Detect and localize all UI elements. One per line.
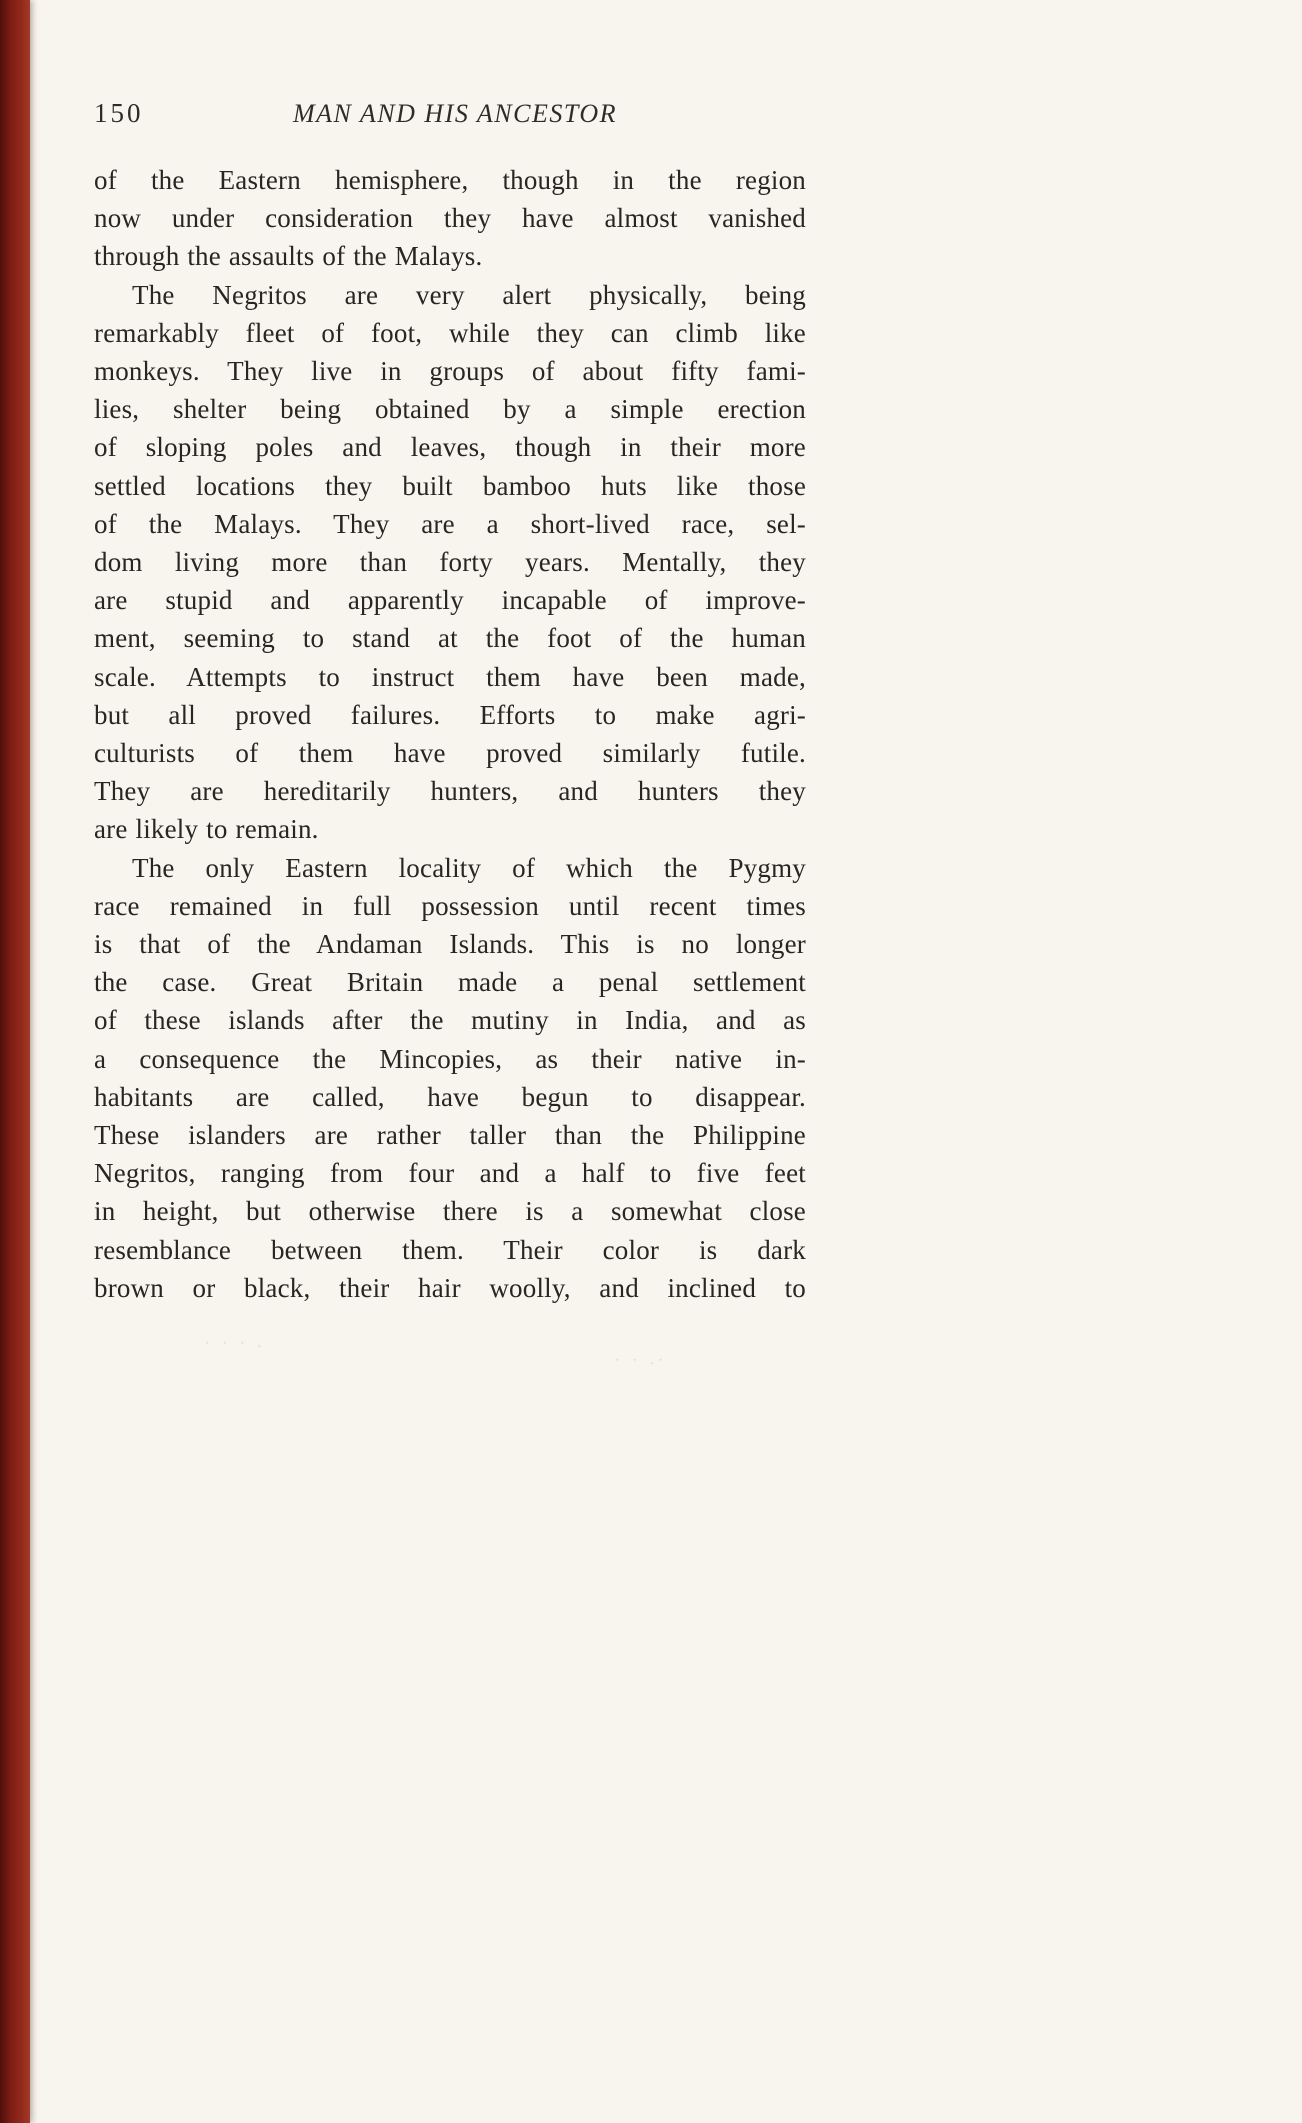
text-line: ment, seeming to stand at the foot of the human (94, 623, 806, 654)
text-line: habitants are called, have begun to disappear. (94, 1081, 806, 1112)
running-header (94, 98, 806, 129)
text-line: but all proved failures. Efforts to make agri- (94, 699, 806, 730)
scan-artifact: · · · . (205, 1335, 266, 1350)
text-line: are stupid and apparently incapable of improve- (94, 585, 806, 616)
paragraph (94, 849, 806, 1307)
text-line: Negritos, ranging from four and a half to five feet (94, 1158, 806, 1189)
book-binding-edge (0, 0, 30, 2123)
text-line: now under consideration they have almost vanished (94, 203, 806, 234)
paragraph (94, 161, 806, 276)
text-line: is that of the Andaman Islands. This is no longer (94, 929, 806, 960)
scan-artifact: · · .· (615, 1352, 668, 1367)
page-text (94, 161, 806, 1307)
text-line: of these islands after the mutiny in India, and as (94, 1005, 806, 1036)
text-line: scale. Attempts to instruct them have been made, (94, 661, 806, 692)
text-line: a consequence the Mincopies, as their native in- (94, 1043, 806, 1074)
text-line: in height, but otherwise there is a somewhat close (94, 1196, 806, 1227)
text-line: of the Malays. They are a short-lived race, sel- (94, 508, 806, 539)
text-line: of the Eastern hemisphere, though in the region (94, 165, 806, 195)
book-page (94, 98, 806, 1307)
text-line: are likely to remain. (94, 814, 319, 845)
text-line: remarkably fleet of foot, while they can climb like (94, 317, 806, 348)
text-line: brown or black, their hair woolly, and inclined to (94, 1272, 806, 1303)
text-line: race remained in full possession until recent times (94, 890, 806, 921)
text-line: of sloping poles and leaves, though in their more (94, 432, 806, 463)
text-line: These islanders are rather taller than the Philippine (94, 1120, 806, 1151)
paragraph (94, 276, 806, 849)
text-line: They are hereditarily hunters, and hunters they (94, 776, 806, 807)
text-line: monkeys. They live in groups of about fifty fami- (94, 356, 806, 387)
text-line: The only Eastern locality of which the Pygmy (132, 852, 806, 883)
text-line: The Negritos are very alert physically, being (132, 279, 806, 310)
text-line: through the assaults of the Malays. (94, 241, 483, 272)
chapter-title: MAN AND HIS ANCESTOR (293, 99, 617, 128)
text-line: culturists of them have proved similarly futile. (94, 738, 806, 769)
page-number: 150 (94, 98, 144, 128)
text-line: resemblance between them. Their color is dark (94, 1234, 806, 1265)
text-line: dom living more than forty years. Mentally, they (94, 547, 806, 578)
text-line: settled locations they built bamboo huts like those (94, 470, 806, 501)
text-line: the case. Great Britain made a penal settlement (94, 967, 806, 998)
text-line: lies, shelter being obtained by a simple erection (94, 394, 806, 425)
